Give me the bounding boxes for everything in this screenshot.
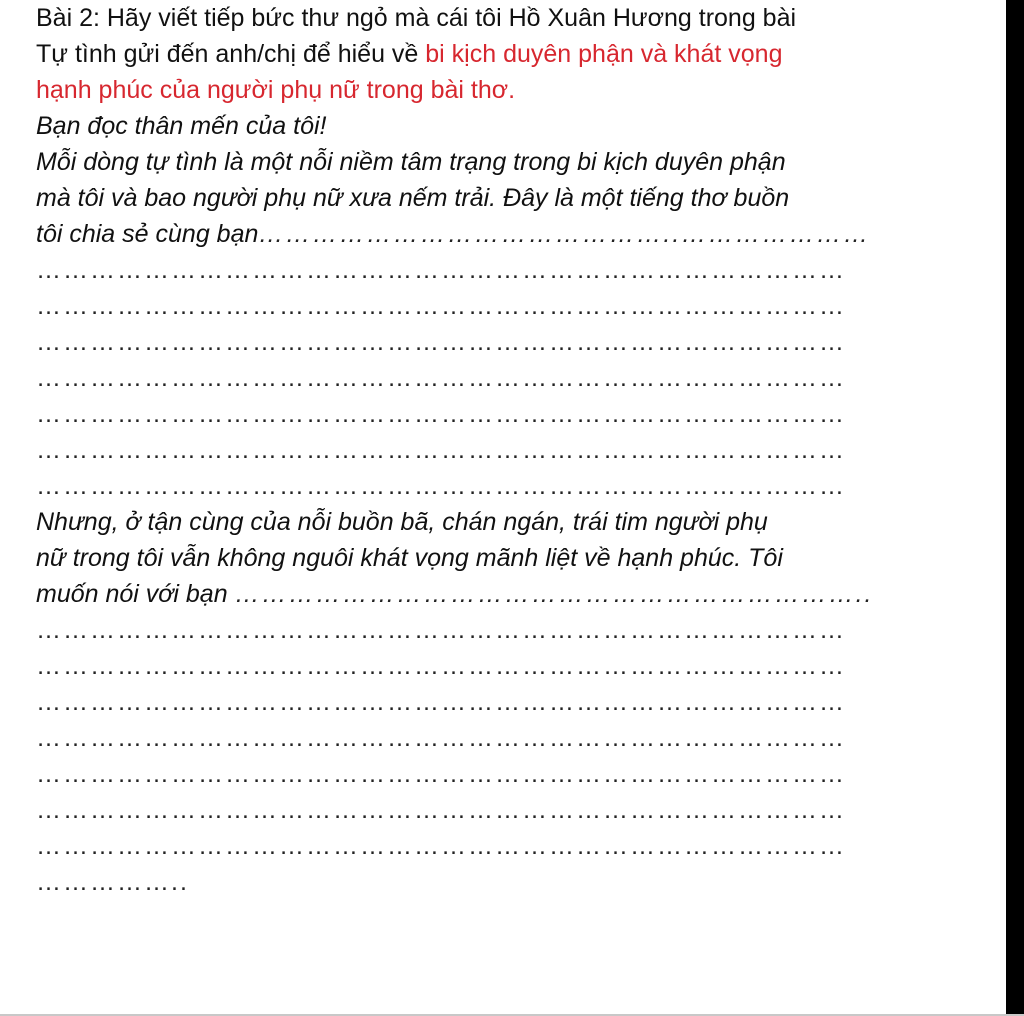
- answer-2-dotted-line[interactable]: ………………………………………………………………………………: [36, 688, 846, 716]
- letter-greeting: [36, 108, 948, 144]
- answer-1-dotted-line[interactable]: ………………………………………………………………………………: [36, 472, 846, 500]
- answer-2-dotted-line[interactable]: ………………………………………………………………………………: [36, 832, 846, 860]
- answer-2-dotted-line[interactable]: ………………………………………………………………………………: [36, 760, 846, 788]
- answer-1-dotted-line[interactable]: ………………………………………………………………………………: [36, 400, 846, 428]
- para1-text-3: tôi chia sẻ cùng bạn: [36, 220, 259, 248]
- task-title-text-1: Bài 2: Hãy viết tiếp bức thư ngỏ mà cái tôi Hồ Xuân Hương trong bài: [36, 4, 797, 32]
- task-title-text-2: Tự tình gửi đến anh/chị để hiểu về: [36, 40, 426, 68]
- answer-1-dotted-line[interactable]: ………………………………………………………………………………: [36, 328, 846, 356]
- para1-line-1: [36, 144, 948, 180]
- answer-2-dotted-line[interactable]: ………………………………………………………………………………: [36, 652, 846, 680]
- scan-edge-right: [1006, 0, 1024, 1016]
- answer-1-dotted-line[interactable]: ………………………………………………………………………………: [36, 364, 846, 392]
- task-highlight-1: bi kịch duyên phận và khát vọng: [425, 40, 783, 68]
- task-title-line-1: [36, 0, 948, 36]
- task-highlight-2: hạnh phúc của người phụ nữ trong bài thơ.: [36, 76, 516, 104]
- para1-line-2: [36, 180, 948, 216]
- answer-lead-dots-1[interactable]: ………………………………………..…………………: [258, 220, 871, 248]
- answer-1-dotted-line[interactable]: ………………………………………………………………………………: [36, 292, 846, 320]
- answer-1-dotted-line[interactable]: ………………………………………………………………………………: [36, 256, 846, 284]
- para1-line-3: [36, 216, 948, 252]
- answer-lead-dots-2[interactable]: ……………………………………………………………..: [234, 580, 874, 608]
- para2-line-2: [36, 540, 948, 576]
- greeting-text: Bạn đọc thân mến của tôi!: [36, 112, 327, 140]
- answer-area-1[interactable]: [36, 252, 948, 504]
- answer-2-dotted-line[interactable]: ………………………………………………………………………………: [36, 616, 846, 644]
- answer-end-dots[interactable]: [36, 864, 948, 900]
- answer-2-dotted-line[interactable]: ………………………………………………………………………………: [36, 796, 846, 824]
- answer-2-dotted-line[interactable]: ………………………………………………………………………………: [36, 724, 846, 752]
- para2-text-1: Nhưng, ở tận cùng của nỗi buồn bã, chán ngán, trái tim người phụ: [36, 508, 768, 536]
- para2-line-1: [36, 504, 948, 540]
- para2-text-2: nữ trong tôi vẫn không nguôi khát vọng mãnh liệt về hạnh phúc. Tôi: [36, 544, 783, 572]
- task-title-line-2: [36, 36, 948, 72]
- task-title-line-3: [36, 72, 948, 108]
- worksheet-document: [36, 0, 948, 900]
- para2-line-3: [36, 576, 948, 612]
- answer-1-dotted-line[interactable]: ………………………………………………………………………………: [36, 436, 846, 464]
- para1-text-2: mà tôi và bao người phụ nữ xưa nếm trải. Đây là một tiếng thơ buồn: [36, 184, 790, 212]
- answer-area-2[interactable]: [36, 612, 948, 864]
- para2-text-3: muốn nói với bạn: [36, 580, 228, 608]
- end-dots-text[interactable]: ……………..: [36, 868, 189, 896]
- para1-text-1: Mỗi dòng tự tình là một nỗi niềm tâm trạng trong bi kịch duyên phận: [36, 148, 786, 176]
